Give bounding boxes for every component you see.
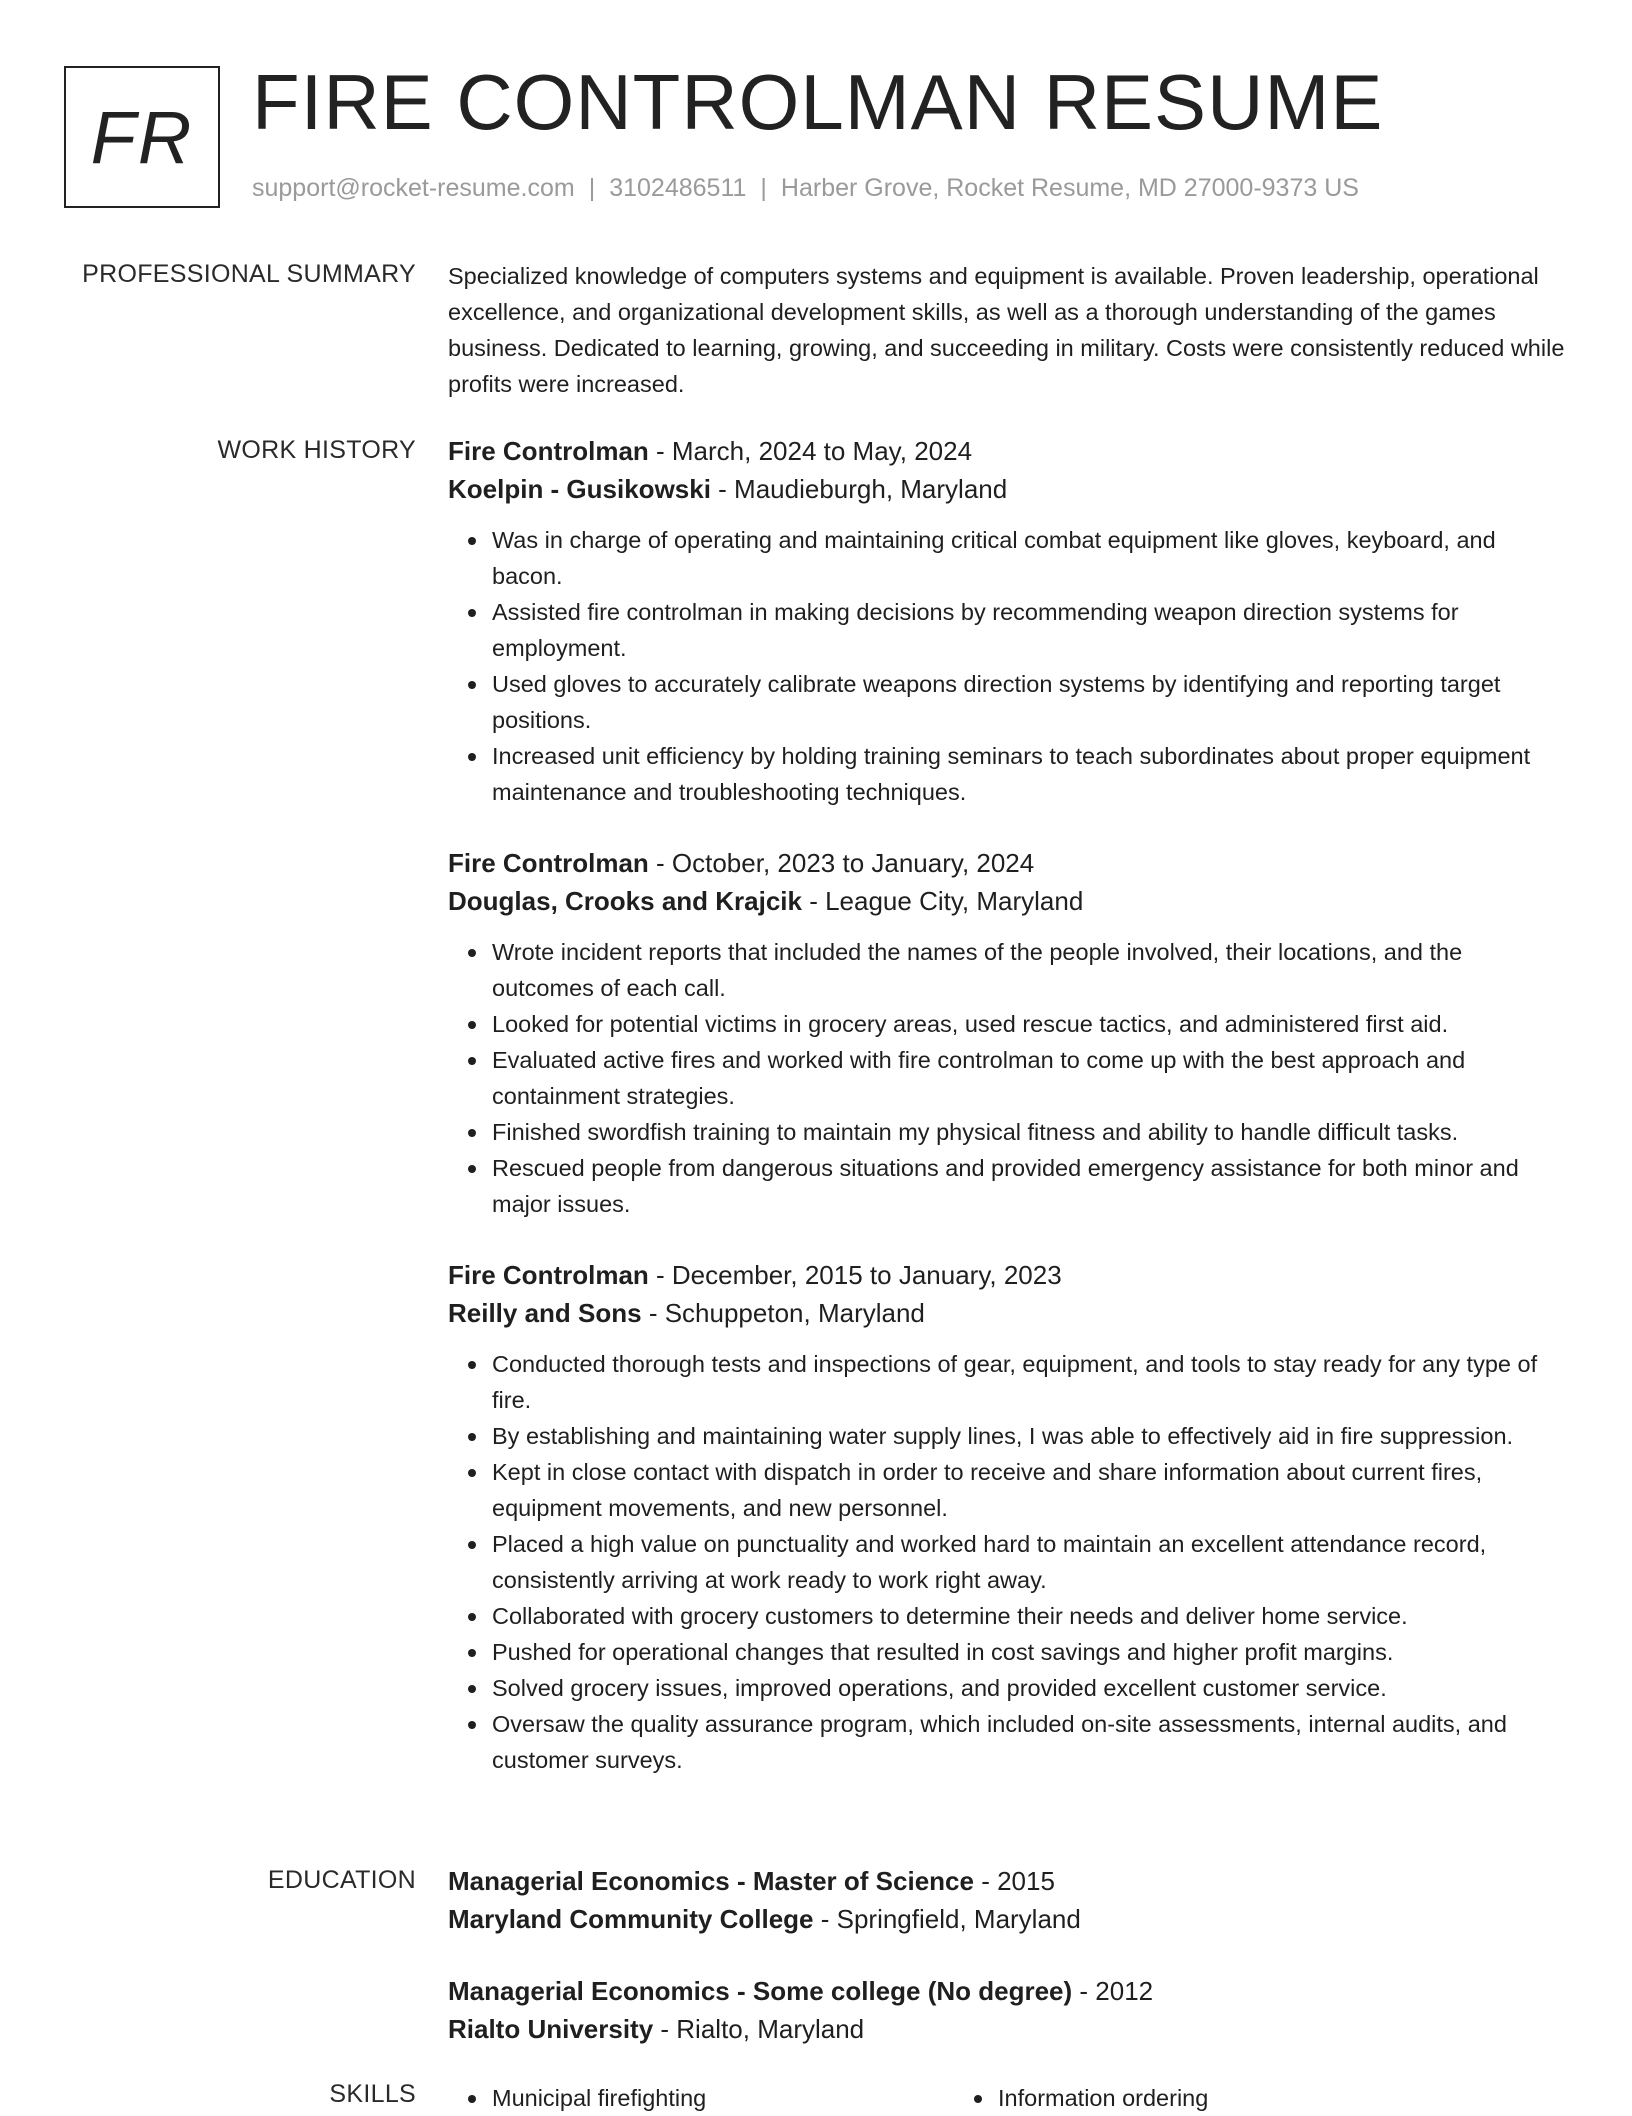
contact-line — [252, 174, 1359, 203]
job-title-line — [448, 432, 1566, 470]
education-school: Rialto University — [448, 2014, 654, 2044]
job-bullet: Kept in close contact with dispatch in order to receive and share information about current fires, equipment movements, and new personnel. — [492, 1454, 1566, 1526]
contact-separator: | — [588, 174, 596, 202]
job-bullet: Wrote incident reports that included the names of the people involved, their locations, and the outcomes of each call. — [492, 934, 1566, 1006]
education-entry — [448, 1972, 1566, 2048]
job-entry — [448, 1256, 1566, 1778]
contact-phone: 3102486511 — [609, 174, 747, 202]
skills-columns — [448, 2080, 1566, 2116]
job-bullet: Looked for potential victims in grocery areas, used rescue tactics, and administered first aid. — [492, 1006, 1566, 1042]
education-degree-line — [448, 1972, 1566, 2010]
job-dates: - March, 2024 to May, 2024 — [648, 436, 973, 466]
job-bullet: Oversaw the quality assurance program, which included on-site assessments, internal audits, and customer surveys. — [492, 1706, 1566, 1778]
education-location: - Rialto, Maryland — [653, 2014, 865, 2044]
section-label-summary: PROFESSIONAL SUMMARY — [82, 260, 416, 288]
education-school-line — [448, 1900, 1566, 1938]
job-location: - Maudieburgh, Maryland — [710, 474, 1008, 504]
education-entry — [448, 1862, 1566, 1938]
contact-address: Harber Grove, Rocket Resume, MD 27000-9373 US — [780, 174, 1359, 202]
education-degree-line — [448, 1862, 1566, 1900]
education-year: - 2015 — [973, 1866, 1055, 1896]
resume-title: FIRE CONTROLMAN RESUME — [252, 58, 1384, 146]
job-bullet: Evaluated active fires and worked with fire controlman to come up with the best approach and containment strategies. — [492, 1042, 1566, 1114]
skills-list-right — [954, 2080, 1460, 2116]
job-bullet: Was in charge of operating and maintaining critical combat equipment like gloves, keyboard, and bacon. — [492, 522, 1566, 594]
skill-item: Municipal firefighting — [492, 2080, 954, 2116]
skills-list-left — [448, 2080, 954, 2116]
summary-text: Specialized knowledge of computers systems and equipment is available. Proven leadership, operational excellence, and organizational development skills, as well as a thorough understanding of the games business. Dedicated to learning, growing, and succeeding in military. Costs were consistently reduced while profits were increased. — [448, 263, 1565, 397]
education-school-line — [448, 2010, 1566, 2048]
job-dates: - December, 2015 to January, 2023 — [648, 1260, 1062, 1290]
section-label-education: EDUCATION — [267, 1866, 416, 1894]
contact-separator: | — [760, 174, 767, 202]
job-bullet: Solved grocery issues, improved operations, and provided excellent customer service. — [492, 1670, 1566, 1706]
job-location: - League City, Maryland — [801, 886, 1084, 916]
education-location: - Springfield, Maryland — [813, 1904, 1081, 1934]
skill-item: Information ordering — [998, 2080, 1460, 2116]
education-year: - 2012 — [1072, 1976, 1154, 2006]
job-bullet: By establishing and maintaining water supply lines, I was able to effectively aid in fire suppression. — [492, 1418, 1566, 1454]
job-title-line — [448, 844, 1566, 882]
job-company: Reilly and Sons — [448, 1298, 642, 1328]
job-bullet: Rescued people from dangerous situations and provided emergency assistance for both minor and major issues. — [492, 1150, 1566, 1222]
job-company: Douglas, Crooks and Krajcik — [448, 886, 802, 916]
education-degree: Managerial Economics - Master of Science — [448, 1866, 974, 1896]
job-company-line — [448, 1294, 1566, 1332]
education-school: Maryland Community College — [448, 1904, 814, 1934]
job-bullets — [448, 522, 1566, 810]
job-bullet: Used gloves to accurately calibrate weapons direction systems by identifying and reporting target positions. — [492, 666, 1566, 738]
job-dates: - October, 2023 to January, 2024 — [648, 848, 1035, 878]
job-bullet: Pushed for operational changes that resulted in cost savings and higher profit margins. — [492, 1634, 1566, 1670]
job-company-line — [448, 882, 1566, 920]
education-body — [448, 1862, 1566, 2082]
job-company: Koelpin - Gusikowski — [448, 474, 711, 504]
contact-email: support@rocket-resume.com — [252, 174, 575, 202]
monogram: FR — [64, 66, 220, 208]
education-degree: Managerial Economics - Some college (No degree) — [448, 1976, 1073, 2006]
section-label-work-history: WORK HISTORY — [217, 436, 416, 464]
job-bullet: Assisted fire controlman in making decisions by recommending weapon direction systems for employment. — [492, 594, 1566, 666]
job-bullets — [448, 1346, 1566, 1778]
job-bullets — [448, 934, 1566, 1222]
job-bullet: Placed a high value on punctuality and worked hard to maintain an excellent attendance record, consistently arriving at work ready to work right away. — [492, 1526, 1566, 1598]
job-bullet: Finished swordfish training to maintain my physical fitness and ability to handle difficult tasks. — [492, 1114, 1566, 1150]
job-bullet: Increased unit efficiency by holding training seminars to teach subordinates about proper equipment maintenance and troubleshooting techniques. — [492, 738, 1566, 810]
job-title: Fire Controlman — [448, 848, 649, 878]
job-company-line — [448, 470, 1566, 508]
job-title-line — [448, 1256, 1566, 1294]
job-bullet: Conducted thorough tests and inspections of gear, equipment, and tools to stay ready for any type of fire. — [492, 1346, 1566, 1418]
job-bullet: Collaborated with grocery customers to determine their needs and deliver home service. — [492, 1598, 1566, 1634]
skills-body — [448, 2080, 1566, 2116]
section-label-skills: SKILLS — [329, 2080, 416, 2108]
job-entry — [448, 844, 1566, 1222]
job-entry — [448, 432, 1566, 810]
job-title: Fire Controlman — [448, 436, 649, 466]
work-history-body — [448, 432, 1566, 1812]
job-title: Fire Controlman — [448, 1260, 649, 1290]
job-location: - Schuppeton, Maryland — [641, 1298, 925, 1328]
